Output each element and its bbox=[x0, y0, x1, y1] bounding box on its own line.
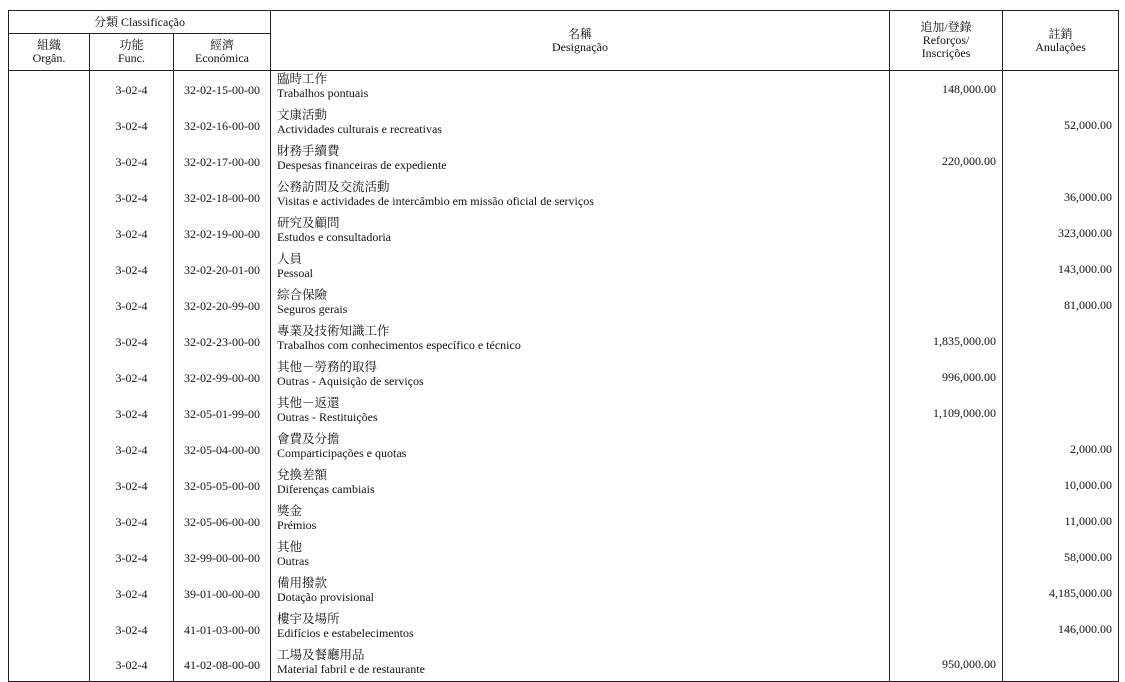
function-code: 3-02-4 bbox=[115, 226, 148, 241]
cancellation-amount: 4,185,000.00 bbox=[1003, 575, 1119, 611]
organ-cell bbox=[9, 503, 90, 539]
organ-cell bbox=[9, 179, 90, 215]
reinforcement-amount bbox=[890, 539, 1003, 575]
organ-header bbox=[9, 34, 90, 71]
organ-cell bbox=[9, 287, 90, 323]
designation-zh: 研究及顧問 bbox=[277, 216, 340, 230]
function-code-cell bbox=[90, 431, 174, 467]
table-row bbox=[9, 287, 1119, 323]
designation-cell bbox=[271, 287, 890, 323]
organ-cell bbox=[9, 575, 90, 611]
designation-header-zh: 名稱 bbox=[568, 26, 593, 41]
economic-code-cell bbox=[174, 611, 271, 647]
economic-code: 32-02-99-00-00 bbox=[184, 370, 260, 385]
designation-cell bbox=[271, 467, 890, 503]
designation-pt: Actividades culturais e recreativas bbox=[277, 122, 442, 136]
designation-zh: 綜合保險 bbox=[277, 288, 328, 302]
function-code: 3-02-4 bbox=[115, 406, 148, 421]
function-code: 3-02-4 bbox=[115, 370, 148, 385]
designation-cell bbox=[271, 359, 890, 395]
table-row bbox=[9, 143, 1119, 179]
table-row bbox=[9, 71, 1119, 108]
economic-header bbox=[174, 34, 271, 71]
economic-header-pt: Económica bbox=[195, 51, 249, 65]
cancellation-amount: 58,000.00 bbox=[1003, 539, 1119, 575]
reinforcement-amount bbox=[890, 503, 1003, 539]
designation-zh: 樓宇及場所 bbox=[277, 612, 340, 626]
cancellation-amount: 10,000.00 bbox=[1003, 467, 1119, 503]
economic-code: 32-02-23-00-00 bbox=[184, 334, 260, 349]
function-code-cell bbox=[90, 359, 174, 395]
designation-cell bbox=[271, 539, 890, 575]
function-code-cell bbox=[90, 71, 174, 108]
cancellation-amount: 52,000.00 bbox=[1003, 107, 1119, 143]
organ-cell bbox=[9, 395, 90, 431]
economic-code: 32-05-05-00-00 bbox=[184, 478, 260, 493]
designation-pt: Trabalhos pontuais bbox=[277, 86, 369, 100]
economic-code-cell bbox=[174, 251, 271, 287]
economic-code-cell bbox=[174, 107, 271, 143]
designation-cell bbox=[271, 143, 890, 179]
designation-zh: 臨時工作 bbox=[277, 72, 328, 86]
table-row bbox=[9, 395, 1119, 431]
designation-pt: Outras bbox=[277, 554, 310, 568]
organ-cell bbox=[9, 323, 90, 359]
function-code-cell bbox=[90, 503, 174, 539]
function-code: 3-02-4 bbox=[115, 550, 148, 565]
designation-zh: 人員 bbox=[277, 252, 303, 266]
reinforcement-amount bbox=[890, 287, 1003, 323]
designation-cell bbox=[271, 575, 890, 611]
designation-pt: Edifícios e estabelecimentos bbox=[277, 626, 414, 640]
designation-zh: 工場及餐廳用品 bbox=[277, 648, 365, 662]
designation-pt: Trabalhos com conhecimentos específico e técnico bbox=[277, 338, 521, 352]
function-header bbox=[90, 34, 174, 71]
cancellation-amount bbox=[1003, 323, 1119, 359]
designation-pt: Dotação provisional bbox=[277, 590, 374, 604]
organ-cell bbox=[9, 539, 90, 575]
economic-code: 32-99-00-00-00 bbox=[184, 550, 260, 565]
function-code: 3-02-4 bbox=[115, 657, 148, 672]
function-code: 3-02-4 bbox=[115, 118, 148, 133]
economic-code-cell bbox=[174, 323, 271, 359]
cancellation-amount bbox=[1003, 71, 1119, 108]
function-code-cell bbox=[90, 323, 174, 359]
designation-zh: 其他－返還 bbox=[277, 396, 340, 410]
designation-pt: Comparticipações e quotas bbox=[277, 446, 407, 460]
reinforcement-amount: 1,109,000.00 bbox=[890, 395, 1003, 431]
cancellation-amount: 11,000.00 bbox=[1003, 503, 1119, 539]
economic-code-cell bbox=[174, 575, 271, 611]
reinforcements-header-pt1: Reforços/ bbox=[922, 33, 970, 47]
reinforcement-amount: 950,000.00 bbox=[890, 647, 1003, 682]
economic-code-cell bbox=[174, 179, 271, 215]
organ-cell bbox=[9, 431, 90, 467]
organ-cell bbox=[9, 107, 90, 143]
function-code: 3-02-4 bbox=[115, 82, 148, 97]
economic-code-cell bbox=[174, 215, 271, 251]
cancellation-amount bbox=[1003, 647, 1119, 682]
function-code: 3-02-4 bbox=[115, 478, 148, 493]
economic-code-cell bbox=[174, 287, 271, 323]
reinforcement-amount: 1,835,000.00 bbox=[890, 323, 1003, 359]
designation-cell bbox=[271, 503, 890, 539]
organ-cell bbox=[9, 71, 90, 108]
reinforcement-amount: 148,000.00 bbox=[890, 71, 1003, 108]
organ-cell bbox=[9, 467, 90, 503]
economic-code: 41-02-08-00-00 bbox=[184, 657, 260, 672]
economic-code-cell bbox=[174, 539, 271, 575]
economic-code: 32-05-04-00-00 bbox=[184, 442, 260, 457]
economic-code: 32-02-20-01-00 bbox=[184, 262, 260, 277]
economic-code: 32-02-16-00-00 bbox=[184, 118, 260, 133]
designation-cell bbox=[271, 107, 890, 143]
cancellation-amount bbox=[1003, 395, 1119, 431]
economic-code: 32-02-19-00-00 bbox=[184, 226, 260, 241]
function-code-cell bbox=[90, 611, 174, 647]
function-code-cell bbox=[90, 107, 174, 143]
function-code-cell bbox=[90, 575, 174, 611]
cancellation-amount: 2,000.00 bbox=[1003, 431, 1119, 467]
table-row bbox=[9, 575, 1119, 611]
designation-cell bbox=[271, 179, 890, 215]
designation-pt: Outras - Restituições bbox=[277, 410, 378, 424]
function-code-cell bbox=[90, 539, 174, 575]
reinforcement-amount bbox=[890, 215, 1003, 251]
designation-zh: 其他 bbox=[277, 540, 303, 554]
reinforcements-header-zh: 追加/登錄 bbox=[920, 20, 972, 34]
organ-cell bbox=[9, 611, 90, 647]
economic-code: 32-02-20-99-00 bbox=[184, 298, 260, 313]
designation-header bbox=[271, 11, 890, 71]
function-code: 3-02-4 bbox=[115, 514, 148, 529]
designation-zh: 公務訪問及交流活動 bbox=[277, 180, 390, 194]
economic-code: 32-05-06-00-00 bbox=[184, 514, 260, 529]
designation-cell bbox=[271, 323, 890, 359]
cancellation-amount bbox=[1003, 143, 1119, 179]
function-code: 3-02-4 bbox=[115, 154, 148, 169]
economic-code-cell bbox=[174, 467, 271, 503]
reinforcement-amount bbox=[890, 467, 1003, 503]
organ-cell bbox=[9, 251, 90, 287]
organ-cell bbox=[9, 215, 90, 251]
cancellations-header-zh: 註銷 bbox=[1048, 26, 1073, 41]
economic-code-cell bbox=[174, 647, 271, 682]
function-header-pt: Func. bbox=[118, 51, 145, 65]
table-row bbox=[9, 107, 1119, 143]
budget-table bbox=[8, 10, 1119, 682]
function-code: 3-02-4 bbox=[115, 622, 148, 637]
function-code: 3-02-4 bbox=[115, 334, 148, 349]
function-code-cell bbox=[90, 251, 174, 287]
reinforcement-amount bbox=[890, 431, 1003, 467]
designation-zh: 會費及分擔 bbox=[277, 432, 340, 446]
designation-zh: 財務手續費 bbox=[277, 144, 340, 158]
designation-pt: Outras - Aquisição de serviços bbox=[277, 374, 424, 388]
function-code: 3-02-4 bbox=[115, 442, 148, 457]
table-row bbox=[9, 431, 1119, 467]
economic-code: 32-05-01-99-00 bbox=[184, 406, 260, 421]
organ-cell bbox=[9, 359, 90, 395]
cancellation-amount bbox=[1003, 359, 1119, 395]
designation-cell bbox=[271, 395, 890, 431]
reinforcements-header bbox=[890, 11, 1003, 71]
cancellations-header-pt: Anulações bbox=[1035, 39, 1086, 54]
designation-zh: 專業及技術知識工作 bbox=[277, 324, 390, 338]
reinforcement-amount bbox=[890, 179, 1003, 215]
economic-code: 32-02-15-00-00 bbox=[184, 82, 260, 97]
function-code-cell bbox=[90, 143, 174, 179]
cancellation-amount: 81,000.00 bbox=[1003, 287, 1119, 323]
organ-cell bbox=[9, 143, 90, 179]
economic-code-cell bbox=[174, 71, 271, 108]
cancellation-amount: 146,000.00 bbox=[1003, 611, 1119, 647]
table-row bbox=[9, 539, 1119, 575]
function-code: 3-02-4 bbox=[115, 586, 148, 601]
classification-header: 分類 Classificação bbox=[9, 11, 271, 34]
table-row bbox=[9, 215, 1119, 251]
table-row bbox=[9, 251, 1119, 287]
function-code-cell bbox=[90, 287, 174, 323]
table-body bbox=[9, 71, 1119, 682]
cancellation-amount: 143,000.00 bbox=[1003, 251, 1119, 287]
organ-cell bbox=[9, 647, 90, 682]
designation-pt: Prémios bbox=[277, 518, 317, 532]
designation-zh: 文康活動 bbox=[277, 108, 328, 122]
economic-code: 32-02-18-00-00 bbox=[184, 190, 260, 205]
reinforcement-amount: 220,000.00 bbox=[890, 143, 1003, 179]
table-row bbox=[9, 611, 1119, 647]
table-row bbox=[9, 359, 1119, 395]
table-row bbox=[9, 503, 1119, 539]
designation-zh: 備用撥款 bbox=[277, 576, 328, 590]
designation-cell bbox=[271, 71, 890, 108]
economic-code: 39-01-00-00-00 bbox=[184, 586, 260, 601]
table-row bbox=[9, 467, 1119, 503]
cancellations-header bbox=[1003, 11, 1119, 71]
economic-header-zh: 經濟 bbox=[210, 38, 235, 52]
economic-code: 32-02-17-00-00 bbox=[184, 154, 260, 169]
table-row bbox=[9, 647, 1119, 682]
table-row bbox=[9, 179, 1119, 215]
designation-cell bbox=[271, 647, 890, 682]
designation-cell bbox=[271, 611, 890, 647]
designation-pt: Diferenças cambiais bbox=[277, 482, 375, 496]
reinforcement-amount bbox=[890, 107, 1003, 143]
economic-code-cell bbox=[174, 359, 271, 395]
organ-header-zh: 組織 bbox=[36, 38, 61, 52]
function-code-cell bbox=[90, 179, 174, 215]
economic-code-cell bbox=[174, 143, 271, 179]
designation-header-pt: Designação bbox=[552, 39, 608, 54]
designation-zh: 其他－勞務的取得 bbox=[277, 360, 378, 374]
reinforcement-amount bbox=[890, 611, 1003, 647]
designation-cell bbox=[271, 251, 890, 287]
designation-cell bbox=[271, 431, 890, 467]
function-code: 3-02-4 bbox=[115, 262, 148, 277]
reinforcements-header-pt2: Inscrições bbox=[921, 46, 971, 60]
designation-pt: Visitas e actividades de intercâmbio em missão oficial de serviços bbox=[277, 194, 594, 208]
function-header-zh: 功能 bbox=[119, 38, 144, 52]
function-code-cell bbox=[90, 395, 174, 431]
function-code: 3-02-4 bbox=[115, 190, 148, 205]
function-code-cell bbox=[90, 647, 174, 682]
function-code-cell bbox=[90, 467, 174, 503]
function-code-cell bbox=[90, 215, 174, 251]
designation-pt: Estudos e consultadoria bbox=[277, 230, 391, 244]
table-row bbox=[9, 323, 1119, 359]
designation-cell bbox=[271, 215, 890, 251]
reinforcement-amount bbox=[890, 251, 1003, 287]
economic-code: 41-01-03-00-00 bbox=[184, 622, 260, 637]
economic-code-cell bbox=[174, 503, 271, 539]
reinforcement-amount bbox=[890, 575, 1003, 611]
economic-code-cell bbox=[174, 395, 271, 431]
cancellation-amount: 323,000.00 bbox=[1003, 215, 1119, 251]
designation-pt: Seguros gerais bbox=[277, 302, 348, 316]
designation-zh: 獎金 bbox=[277, 504, 303, 518]
cancellation-amount: 36,000.00 bbox=[1003, 179, 1119, 215]
reinforcement-amount: 996,000.00 bbox=[890, 359, 1003, 395]
function-code: 3-02-4 bbox=[115, 298, 148, 313]
designation-pt: Material fabril e de restaurante bbox=[277, 662, 425, 676]
economic-code-cell bbox=[174, 431, 271, 467]
designation-pt: Despesas financeiras de expediente bbox=[277, 158, 447, 172]
designation-pt: Pessoal bbox=[277, 266, 314, 280]
designation-zh: 兌換差額 bbox=[277, 468, 328, 482]
organ-header-pt: Orgân. bbox=[32, 51, 66, 65]
